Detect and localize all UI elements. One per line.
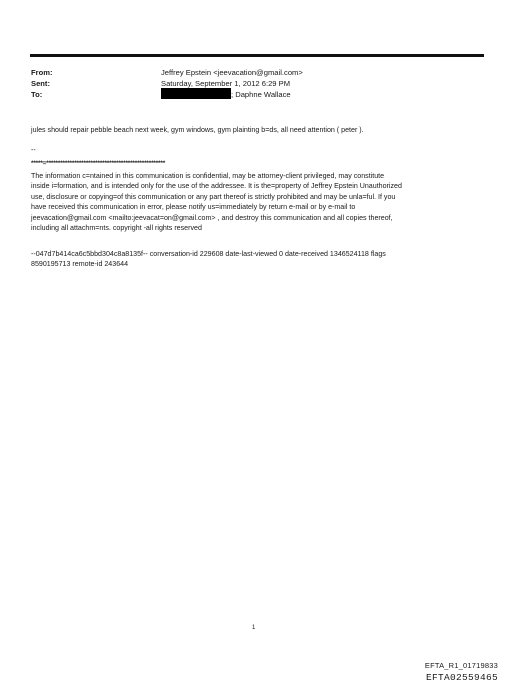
disclaimer-line: use, disclosure or copying=of this communication or any part thereof is strictly prohibited and may be unla=ful. If you bbox=[31, 192, 396, 201]
signature-dash: -- bbox=[31, 147, 36, 154]
disclaimer-line: inside i=formation, and is intended only for the use of the addressee. It is the=property of Jeffrey Epstein Unauthorized bbox=[31, 182, 402, 191]
sent-value: Saturday, September 1, 2012 6:29 PM bbox=[161, 79, 291, 88]
disclaimer-line: including all attachm=nts. copyright -all rights reserved bbox=[31, 224, 202, 233]
sent-label: Sent: bbox=[31, 79, 50, 88]
from-value: Jeffrey Epstein <jeevacation@gmail.com> bbox=[161, 68, 303, 77]
from-label: From: bbox=[31, 68, 53, 77]
page-number: 1 bbox=[252, 625, 256, 631]
disclaimer-block bbox=[31, 171, 491, 233]
redaction-block bbox=[161, 88, 231, 99]
to-value: ; Daphne Wallace bbox=[231, 90, 291, 99]
disclaimer-line: The information c=ntained in this communication is confidential, may be attorney-client privileged, may constitute bbox=[31, 172, 385, 180]
bates-number-primary: EFTA_R1_01719833 bbox=[424, 661, 498, 670]
metadata-line: 8590195713 remote-id 243644 bbox=[31, 260, 129, 269]
separator-stars: *****=*************************************************** bbox=[31, 160, 166, 167]
bates-number-secondary: EFTA02559465 bbox=[425, 672, 498, 683]
to-label: To: bbox=[31, 90, 43, 99]
disclaimer-line: have received this communication in error, please notify us=immediately by return e-mail or by e-mail to bbox=[31, 203, 356, 212]
disclaimer-line: jeevacation@gmail.com <mailto:jeevacat=on@gmail.com> , and destroy this communication and all copies thereof, bbox=[31, 213, 393, 222]
header-rule bbox=[30, 54, 484, 57]
metadata-line: --047d7b414ca6c5bbd304c8a8135f-- conversation-id 229608 date-last-viewed 0 date-received 1346524118 flags bbox=[31, 250, 386, 258]
metadata-block bbox=[31, 249, 491, 270]
message-body: jules should repair pebble beach next week, gym windows, gym plainting b=ds, all need attention ( peter ). bbox=[31, 126, 364, 134]
to-value-wrap bbox=[161, 88, 291, 100]
